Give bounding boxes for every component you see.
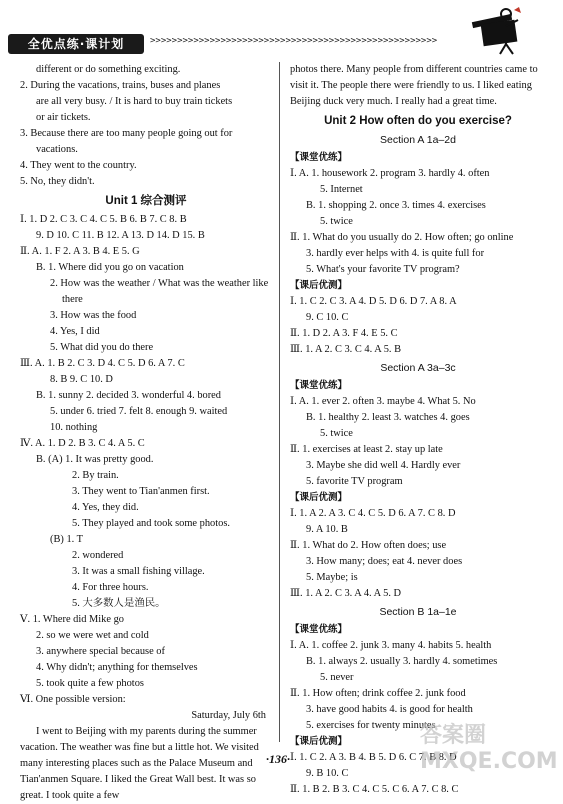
answer-line: 3. have good habits 4. is good for health [306, 704, 473, 715]
answer-line: 5. twice [320, 428, 353, 439]
answer-line: 4. Yes, they did. [72, 502, 139, 513]
answer-line: 5. took quite a few photos [36, 678, 144, 689]
answer-line: there [62, 294, 83, 305]
answer-line: or air tickets. [36, 112, 91, 123]
answer-line: B. 1. always 2. usually 3. hardly 4. sometimes [306, 656, 498, 667]
answer-line: 5. What did you do there [50, 342, 154, 353]
answer-line: Ⅰ. 1. C 2. A 3. B 4. B 5. D 6. C 7. B 8. D [290, 752, 457, 763]
answer-line: Ⅰ. A. 1. coffee 2. junk 3. many 4. habits 5. health [290, 640, 492, 651]
answer-line: 5. 大多数人是渔民。 [72, 598, 166, 609]
answer-line: Ⅲ. A. 1. B 2. C 3. D 4. C 5. D 6. A 7. C [20, 358, 185, 369]
answer-line: 5. No, they didn't. [20, 176, 95, 187]
answer-line: B. 1. healthy 2. least 3. watches 4. goes [306, 412, 470, 423]
answer-line: 9. A 10. B [306, 524, 348, 535]
answer-line: 2. By train. [72, 470, 119, 481]
answer-line: 4. Why didn't; anything for themselves [36, 662, 198, 673]
section-title: Section A 3a–3c [380, 362, 456, 374]
brand-logo: 全优点练·课计划 [8, 34, 144, 54]
answer-line: 3. How was the food [50, 310, 137, 321]
exercise-tag: 【课后优测】 [290, 280, 348, 291]
answer-line: Ⅲ. 1. A 2. C 3. C 4. A 5. B [290, 344, 402, 355]
answer-line: Ⅱ. 1. How often; drink coffee 2. junk food [290, 688, 466, 699]
answer-line: 5. Internet [320, 184, 363, 195]
answer-line: Ⅱ. 1. B 2. B 3. C 4. C 5. C 6. A 7. C 8. C [290, 784, 459, 795]
exercise-tag: 【课堂优练】 [290, 152, 348, 163]
answer-line: Ⅳ. A. 1. D 2. B 3. C 4. A 5. C [20, 438, 145, 449]
exercise-tag: 【课堂优练】 [290, 624, 348, 635]
answer-line: 10. nothing [50, 422, 98, 433]
answer-line: Ⅱ. 1. What do you usually do 2. How often; go online [290, 232, 514, 243]
answer-line: Ⅱ. 1. What do 2. How often does; use [290, 540, 447, 551]
column-divider [279, 62, 280, 742]
essay-date: Saturday, July 6th [191, 710, 266, 721]
page-header [0, 0, 563, 60]
answer-line: 5. twice [320, 216, 353, 227]
mascot-icon [466, 4, 526, 56]
answer-line: B. (A) 1. It was pretty good. [36, 454, 154, 465]
answer-line: 9. B 10. C [306, 768, 349, 779]
watermark-logo: 答案圈 MXQE.COM [420, 723, 558, 774]
answer-line: 2. wondered [72, 550, 124, 561]
answer-line: 2. During the vacations, trains, buses and planes [20, 80, 221, 91]
answer-line: 3. anywhere special because of [36, 646, 165, 657]
answer-line: Ⅰ. 1. A 2. A 3. C 4. C 5. D 6. A 7. C 8. D [290, 508, 456, 519]
answer-line: 5. favorite TV program [306, 476, 403, 487]
section-title: Section B 1a–1e [379, 606, 457, 618]
answer-line: B. 1. Where did you go on vacation [36, 262, 184, 273]
answer-line: Ⅰ. A. 1. housework 2. program 3. hardly 4. often [290, 168, 490, 179]
answer-line: different or do something exciting. [36, 64, 181, 75]
answer-line: 8. B 9. C 10. D [50, 374, 113, 385]
answer-line: Ⅲ. 1. A 2. C 3. A 4. A 5. D [290, 588, 402, 599]
answer-line: 9. D 10. C 11. B 12. A 13. D 14. D 15. B [36, 230, 205, 241]
answer-line: Ⅰ. 1. C 2. C 3. A 4. D 5. D 6. D 7. A 8. A [290, 296, 457, 307]
answer-line: Ⅱ. 1. exercises at least 2. stay up late [290, 444, 443, 455]
answer-line: 3. Maybe she did well 4. Hardly ever [306, 460, 461, 471]
exercise-tag: 【课后优测】 [290, 492, 348, 503]
answer-line: B. 1. sunny 2. decided 3. wonderful 4. bored [36, 390, 221, 401]
answer-line: 5. never [320, 672, 354, 683]
answer-line: Ⅵ. One possible version: [20, 694, 126, 705]
answer-line: are all very busy. / It is hard to buy train tickets [36, 96, 233, 107]
essay-paragraph: I went to Beijing with my parents during the summer vacation. The weather was fine but a little hot. We visited many interesting places such as the Palace Museum and Tian'anmen Square. I liked the Great Wall best. It was so great. I took quite a few [20, 726, 259, 801]
unit1-test-heading: Unit 1 综合测评 [105, 195, 187, 207]
answer-line: Ⅴ. 1. Where did Mike go [20, 614, 124, 625]
answer-line: 3. Because there are too many people going out for [20, 128, 233, 139]
answer-line: 5. Maybe; is [306, 572, 358, 583]
answer-line: 4. They went to the country. [20, 160, 137, 171]
answer-line: Ⅱ. A. 1. F 2. A 3. B 4. E 5. G [20, 246, 140, 257]
answer-line: 2. so we were wet and cold [36, 630, 149, 641]
answer-line: Ⅰ. A. 1. ever 2. often 3. maybe 4. What 5. No [290, 396, 476, 407]
essay-paragraph-continued: photos there. Many people from different countries came to visit it. The people there were friendly to us. I liked eating Beijing duck very much. I really had a great time. [290, 64, 538, 107]
page-number: ·136· [266, 752, 290, 766]
answer-line: Ⅰ. 1. D 2. C 3. C 4. C 5. B 6. B 7. C 8. B [20, 214, 187, 225]
answer-line: 3. They went to Tian'anmen first. [72, 486, 210, 497]
answer-line: Ⅱ. 1. D 2. A 3. F 4. E 5. C [290, 328, 398, 339]
answer-line: 9. C 10. C [306, 312, 349, 323]
answer-line: vacations. [36, 144, 78, 155]
right-column [290, 62, 546, 798]
answer-line: 4. For three hours. [72, 582, 149, 593]
answer-line: 3. How many; does; eat 4. never does [306, 556, 463, 567]
answer-line: 5. What's your favorite TV program? [306, 264, 460, 275]
answer-line: 2. How was the weather / What was the weather like [50, 278, 269, 289]
answer-line: (B) 1. T [50, 534, 83, 545]
answer-line: 5. They played and took some photos. [72, 518, 230, 529]
answer-line: 3. It was a small fishing village. [72, 566, 205, 577]
exercise-tag: 【课堂优练】 [290, 380, 348, 391]
left-column [20, 62, 272, 804]
exercise-tag: 【课后优测】 [290, 736, 348, 747]
section-title: Section A 1a–2d [380, 134, 456, 146]
unit2-heading: Unit 2 How often do you exercise? [324, 115, 512, 127]
answer-line: 5. exercises for twenty minutes [306, 720, 436, 731]
answer-line: 3. hardly ever helps with 4. is quite full for [306, 248, 485, 259]
answer-line: B. 1. shopping 2. once 3. times 4. exercises [306, 200, 486, 211]
header-chevron-rule: >>>>>>>>>>>>>>>>>>>>>>>>>>>>>>>>>>>>>>>>>>>>>>>>>>>>> [150, 36, 438, 46]
answer-line: 4. Yes, I did [50, 326, 100, 337]
answer-line: 5. under 6. tried 7. felt 8. enough 9. waited [50, 406, 228, 417]
